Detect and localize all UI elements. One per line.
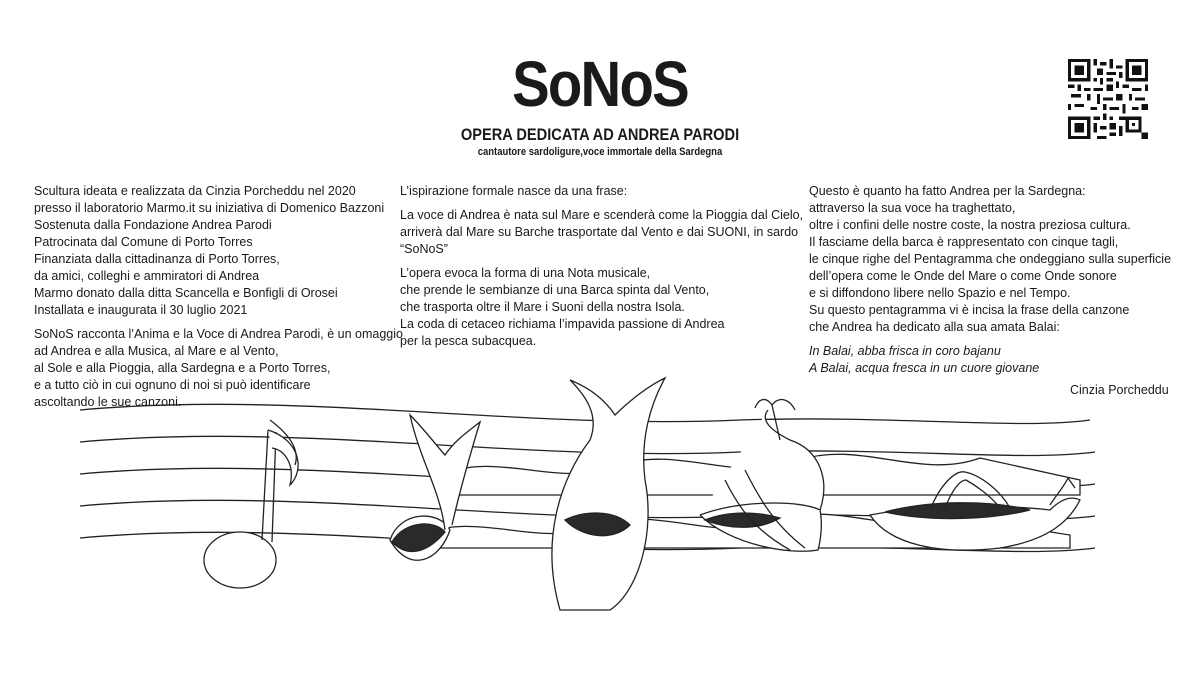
- credit-line: Sostenuta dalla Fondazione Andrea Parodi: [34, 218, 272, 232]
- note-sculpture: [204, 420, 298, 588]
- qr-code-icon[interactable]: [1068, 59, 1148, 139]
- page-title: SoNoS: [512, 48, 688, 120]
- form-line: La coda di cetaceo richiama l’impavida passione di Andrea: [400, 317, 725, 331]
- quote-line: “SoNoS”: [400, 242, 448, 256]
- description-line: al Sole e alla Pioggia, alla Sardegna e a Porto Torres,: [34, 361, 331, 375]
- boat-hull: [700, 410, 824, 515]
- note-stem: [262, 430, 268, 540]
- meaning-line: Il fasciame della barca è rappresentato con cinque tagli,: [809, 235, 1119, 249]
- meaning-column: [809, 183, 1171, 384]
- inspiration-column: [400, 183, 803, 357]
- quote-line: arriverà dal Mare su Barche trasportate dal Vento e dai SUONI, in sardo: [400, 225, 799, 239]
- credit-line: Marmo donato dalla ditta Scancella e Bonfigli di Orosei: [34, 286, 338, 300]
- page-tagline: cantautore sardoligure,voce immortale della Sardegna: [477, 146, 723, 158]
- form-line: L’opera evoca la forma di una Nota musicale,: [400, 266, 651, 280]
- meaning-line: e si diffondono libere nello Spazio e nel Tempo.: [809, 286, 1071, 300]
- inspiration-quote: [400, 207, 803, 258]
- credit-line: Finanziata dalla cittadinanza di Porto Torres,: [34, 252, 280, 266]
- meaning-line: attraverso la sua voce ha traghettato,: [809, 201, 1016, 215]
- description-line: ad Andrea e alla Musica, al Mare e al Vento,: [34, 344, 279, 358]
- form-line: per la pesca subacquea.: [400, 334, 537, 348]
- quote-line: La voce di Andrea è nata sul Mare e scenderà come la Pioggia dal Cielo,: [400, 208, 804, 222]
- verse-line: In Balai, abba frisca in coro bajanu: [809, 344, 1001, 358]
- credit-line: Patrocinata dal Comune di Porto Torres: [34, 235, 253, 249]
- verse-line: A Balai, acqua fresca in un cuore giovane: [809, 361, 1040, 375]
- credit-line: Scultura ideata e realizzata da Cinzia Porcheddu nel 2020: [34, 184, 356, 198]
- meaning-line: dell’opera come le Onde del Mare o come Onde sonore: [809, 269, 1117, 283]
- description-line: SoNoS racconta l’Anima e la Voce di Andrea Parodi, è un omaggio: [34, 327, 403, 341]
- note-head: [204, 532, 276, 588]
- credit-line: presso il laboratorio Marmo.it su iniziativa di Domenico Bazzoni: [34, 201, 385, 215]
- meaning-line: oltre i confini delle nostre coste, la nostra preziosa cultura.: [809, 218, 1131, 232]
- form-line: che prende le sembianze di una Barca spinta dal Vento,: [400, 283, 710, 297]
- description-line: ascoltando le sue canzoni.: [34, 395, 182, 409]
- description-line: e a tutto ciò in cui ognuno di noi si può identificare: [34, 378, 311, 392]
- form-line: che trasporta oltre il Mare i Suoni della nostra Isola.: [400, 300, 685, 314]
- inspiration-intro: [400, 183, 803, 200]
- credit-line: Installata e inaugurata il 30 luglio 2021: [34, 303, 248, 317]
- author-signature: Cinzia Porcheddu: [1070, 383, 1169, 397]
- meaning-line: che Andrea ha dedicato alla sua amata Balai:: [809, 320, 1060, 334]
- sculpture-illustration: [0, 360, 1200, 660]
- credit-line: da amici, colleghi e ammiratori di Andrea: [34, 269, 260, 283]
- meaning-line: Questo è quanto ha fatto Andrea per la Sardegna:: [809, 184, 1086, 198]
- credits-paragraph: [34, 183, 403, 319]
- page-subtitle: OPERA DEDICATA AD ANDREA PARODI: [460, 125, 740, 144]
- form-paragraph: [400, 265, 803, 350]
- meaning-line: le cinque righe del Pentagramma che ondeggiano sulla superficie: [809, 252, 1172, 266]
- meaning-line: Su questo pentagramma vi è incisa la frase della canzone: [809, 303, 1130, 317]
- staff-line: [80, 404, 1090, 423]
- meaning-paragraph: [809, 183, 1171, 336]
- intro-line: L’ispirazione formale nasce da una frase:: [400, 184, 628, 198]
